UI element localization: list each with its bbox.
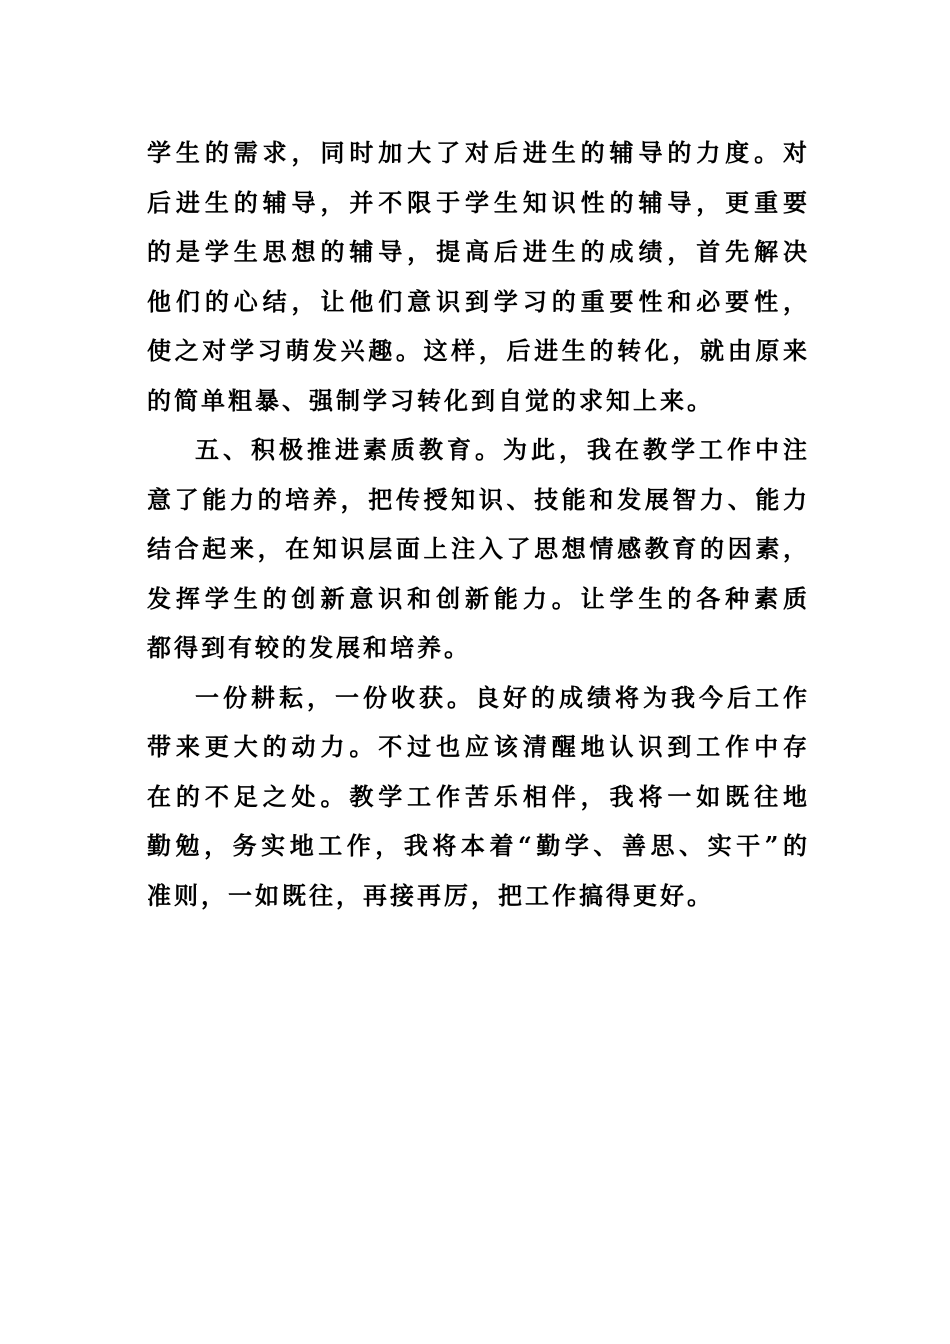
text-line: 意了能力的培养，把传授知识、技能和发展智力、能力 [147, 484, 807, 514]
text-line: 勤勉，务实地工作，我将本着“勤学、善思、实干”的 [147, 831, 807, 860]
text-line: 发挥学生的创新意识和创新能力。让学生的各种素质 [147, 583, 807, 613]
text-line: 学生的需求，同时加大了对后进生的辅导的力度。对 [147, 138, 807, 167]
text-line: 都得到有较的发展和培养。 [147, 633, 471, 662]
body-text [147, 128, 807, 920]
text-line: 他们的心结，让他们意识到学习的重要性和必要性， [147, 286, 807, 316]
text-line: 后进生的辅导，并不限于学生知识性的辅导，更重要 [147, 187, 807, 217]
paragraph-start-line: 一份耕耘，一份收获。良好的成绩将为我今后工作 [195, 682, 807, 712]
text-line: 在的不足之处。教学工作苦乐相伴，我将一如既往地 [147, 781, 807, 811]
text-line: 带来更大的动力。不过也应该清醒地认识到工作中存 [147, 732, 807, 761]
text-line: 使之对学习萌发兴趣。这样，后进生的转化，就由原来 [147, 336, 807, 365]
text-line: 准则，一如既往，再接再厉，把工作搞得更好。 [147, 880, 714, 910]
text-line: 的是学生思想的辅导，提高后进生的成绩，首先解决 [147, 237, 807, 266]
text-line: 结合起来，在知识层面上注入了思想情感教育的因素， [147, 534, 807, 563]
paragraph-start-line: 五、积极推进素质教育。为此，我在教学工作中注 [195, 435, 807, 464]
text-line: 的简单粗暴、强制学习转化到自觉的求知上来。 [147, 385, 714, 415]
